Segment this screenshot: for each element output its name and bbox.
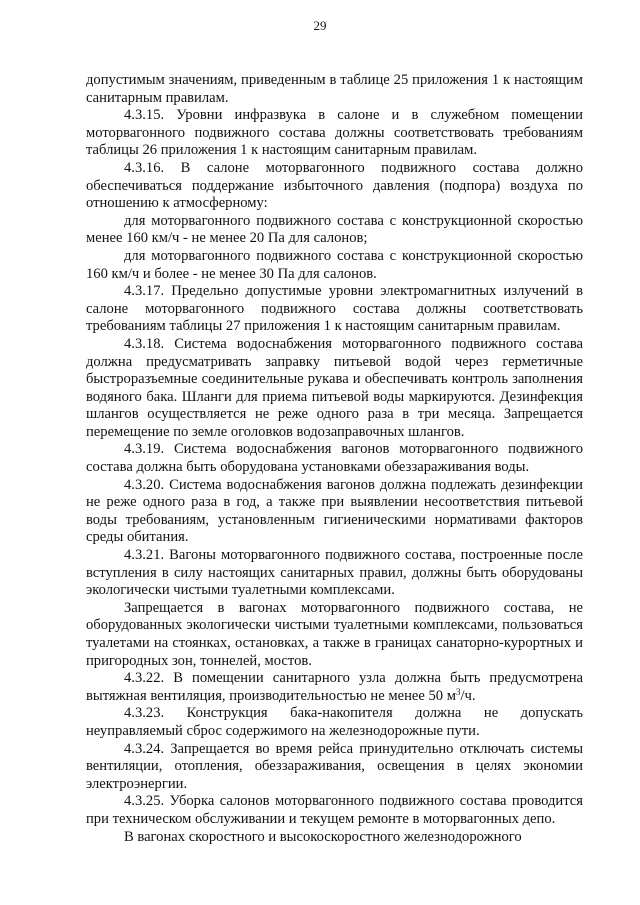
paragraph-continuation: допустимым значениям, приведенным в таблице 25 приложения 1 к настоящим санитарным правилам. [86, 72, 583, 106]
paragraph-4-3-16-item-1: для моторвагонного подвижного состава с конструкционной скоростью менее 160 км/ч - не менее 20 Па для салонов; [86, 212, 583, 247]
paragraph-4-3-24: 4.3.24. Запрещается во время рейса принудительно отключать системы вентиляции, отопления, обеззараживания, освещения в целях экономии электроэнергии. [86, 740, 583, 792]
paragraph-4-3-19: 4.3.19. Система водоснабжения вагонов моторвагонного подвижного состава должна быть оборудована установками обеззараживания воды. [86, 441, 583, 476]
paragraph-continued-next-page: В вагонах скоростного и высокоскоростного железнодорожного [124, 828, 522, 845]
paragraph-4-3-21: 4.3.21. Вагоны моторвагонного подвижного состава, построенные после вступления в силу настоящих санитарных правил, должны быть оборудованы экологически чистыми туалетными комплексами. [86, 547, 583, 599]
paragraph-4-3-23: 4.3.23. Конструкция бака-накопителя должна не допускать неуправляемый сброс содержимого на железнодорожные пути. [86, 705, 583, 739]
paragraph-4-3-22 [86, 670, 583, 705]
page-number: 29 [313, 18, 327, 33]
paragraph-4-3-15: 4.3.15. Уровни инфразвука в салоне и в служебном помещении моторвагонного подвижного состава должны соответствовать требованиям таблицы 26 приложения 1 к настоящим санитарным правилам. [86, 107, 583, 159]
paragraph-4-3-22-text: 4.3.22. В помещении санитарного узла должна быть предусмотрена вытяжная вентиляция, производительностью не менее 50 м [86, 670, 583, 704]
paragraph-4-3-18: 4.3.18. Система водоснабжения моторвагонного подвижного состава должна предусматривать заправку питьевой водой через герметичные быстроразъемные соединительные рукава и обеспечивать контроль заполнения водяного бака. Шланги для приема питьевой воды маркируются. Дезинфекция шлангов осуществляется не реже одного раза в три месяца. Запрещается перемещение по земле оголовков водозаправочных шлангов. [86, 335, 583, 440]
document-body [86, 72, 583, 846]
paragraph-4-3-20: 4.3.20. Система водоснабжения вагонов должна подлежать дезинфекции не реже одного раза в год, а также при выявлении несоответствия питьевой воды требованиям, установленным гигиеническими нормативами факторов среды обитания. [86, 476, 583, 546]
superscript-3: 3 [455, 686, 461, 697]
paragraph-4-3-25: 4.3.25. Уборка салонов моторвагонного подвижного состава проводится при техническом обслуживании и текущем ремонте в моторвагонных депо. [86, 793, 583, 827]
paragraph-4-3-16-item-2: для моторвагонного подвижного состава с конструкционной скоростью 160 км/ч и более - не менее 30 Па для салонов. [86, 247, 583, 282]
paragraph-4-3-17: 4.3.17. Предельно допустимые уровни электромагнитных излучений в салоне моторвагонного подвижного состава должны соответствовать требованиям таблицы 27 приложения 1 к настоящим санитарным правилам. [86, 283, 583, 335]
paragraph-4-3-21-prohibition: Запрещается в вагонах моторвагонного подвижного состава, не оборудованных экологически чистыми туалетными комплексами, пользоваться туалетами на стоянках, остановках, а также в границах санаторно-курортных и пригородных зон, тоннелей, мостов. [86, 599, 583, 669]
paragraph-4-3-22-unit: /ч. [460, 687, 476, 704]
paragraph-4-3-16: 4.3.16. В салоне моторвагонного подвижного состава должно обеспечиваться поддержание избыточного давления (подпора) воздуха по отношению к атмосферному: [86, 159, 583, 212]
